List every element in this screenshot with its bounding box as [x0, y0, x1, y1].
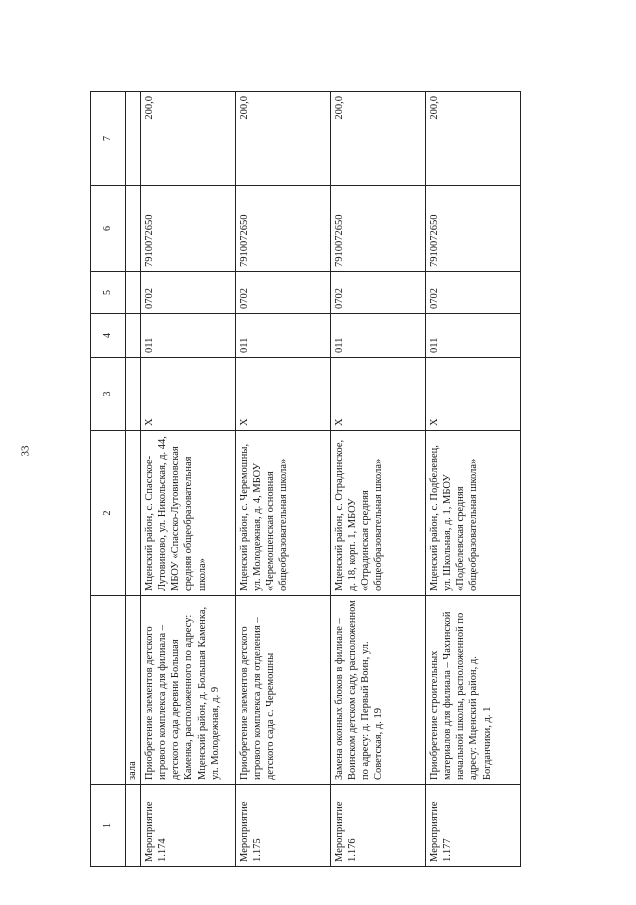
- activity-target-code: 7910072650: [236, 186, 331, 272]
- table-cell: [126, 358, 141, 431]
- activity-number: Мероприятие 1.177: [426, 785, 521, 867]
- table-cell: [126, 431, 141, 596]
- activity-mark: Х: [141, 358, 236, 431]
- activity-target-code: 7910072650: [331, 186, 426, 272]
- activity-amount: 200,0: [236, 92, 331, 186]
- header-cell-4: 4: [91, 314, 126, 358]
- activity-address: Мценский район, с. Отрадинское, д. 18, корп. 1, МБОУ «Отрадинская средняя общеобразовательная школа»: [331, 431, 426, 596]
- header-cell-3: 3: [91, 358, 126, 431]
- activity-description: Приобретение строительных материалов для филиала – Чахинской начальной школы, расположенной по адресу: Мценский район, д. Богданчики, д. 1: [426, 596, 521, 785]
- page-number: 33: [19, 445, 32, 457]
- header-cell-6: 6: [91, 186, 126, 272]
- table-row: [426, 92, 521, 867]
- activity-section: 0702: [236, 272, 331, 314]
- activity-amount: 200,0: [331, 92, 426, 186]
- table-cell: [126, 92, 141, 186]
- activity-description: Приобретение элементов детского игрового комплекса для филиала – детского сада деревни Большая Каменка, расположенного по адресу: Мценский район, д. Большая Каменка, ул. Молодежная, д. 9: [141, 596, 236, 785]
- activity-address: Мценский район, с. Спасское-Лутовиново, ул. Никольская, д. 44, МБОУ «Спасско-Лутовиновская средняя общеобразовательная школа»: [141, 431, 236, 596]
- activity-section: 0702: [426, 272, 521, 314]
- activity-amount: 200,0: [426, 92, 521, 186]
- activity-section: 0702: [331, 272, 426, 314]
- activity-code: 011: [141, 314, 236, 358]
- table-row: [236, 92, 331, 867]
- activity-mark: Х: [236, 358, 331, 431]
- header-cell-5: 5: [91, 272, 126, 314]
- activity-code: 011: [331, 314, 426, 358]
- activity-address: Мценский район, с. Черемошны, ул. Молодежная, д. 4, МБОУ «Черемошенская основная общеобразовательная школа»: [236, 431, 331, 596]
- activity-address: Мценский район, с. Подбелевец, ул. Школьная, д. 1, МБОУ «Подбелевская средняя общеобразовательная школа»: [426, 431, 521, 596]
- activity-number: Мероприятие 1.174: [141, 785, 236, 867]
- table-header-row: [91, 92, 126, 867]
- activity-amount: 200,0: [141, 92, 236, 186]
- table-cell: [126, 272, 141, 314]
- continuation-row: [126, 92, 141, 867]
- activity-target-code: 7910072650: [426, 186, 521, 272]
- activity-description: Замена оконных блоков в филиале – Воинском детском саду, расположенном по адресу: д. Первый Воин, ул. Советская, д. 19: [331, 596, 426, 785]
- table-cell: [126, 314, 141, 358]
- table-cell: [126, 186, 141, 272]
- table-cell: [126, 785, 141, 867]
- continuation-text: зала: [126, 596, 141, 785]
- table-row: [331, 92, 426, 867]
- activity-mark: Х: [426, 358, 521, 431]
- header-cell-1b: [91, 596, 126, 785]
- header-cell-1: 1: [91, 785, 126, 867]
- activity-code: 011: [426, 314, 521, 358]
- activity-number: Мероприятие 1.176: [331, 785, 426, 867]
- activity-target-code: 7910072650: [141, 186, 236, 272]
- header-cell-7: 7: [91, 92, 126, 186]
- program-activities-table: [90, 91, 521, 867]
- activity-description: Приобретение элементов детского игрового комплекса для отделения – детского сада с. Черемошны: [236, 596, 331, 785]
- activity-mark: Х: [331, 358, 426, 431]
- activity-code: 011: [236, 314, 331, 358]
- table-row: [141, 92, 236, 867]
- activity-number: Мероприятие 1.175: [236, 785, 331, 867]
- header-cell-2: 2: [91, 431, 126, 596]
- activity-section: 0702: [141, 272, 236, 314]
- rotated-table-container: [90, 92, 595, 867]
